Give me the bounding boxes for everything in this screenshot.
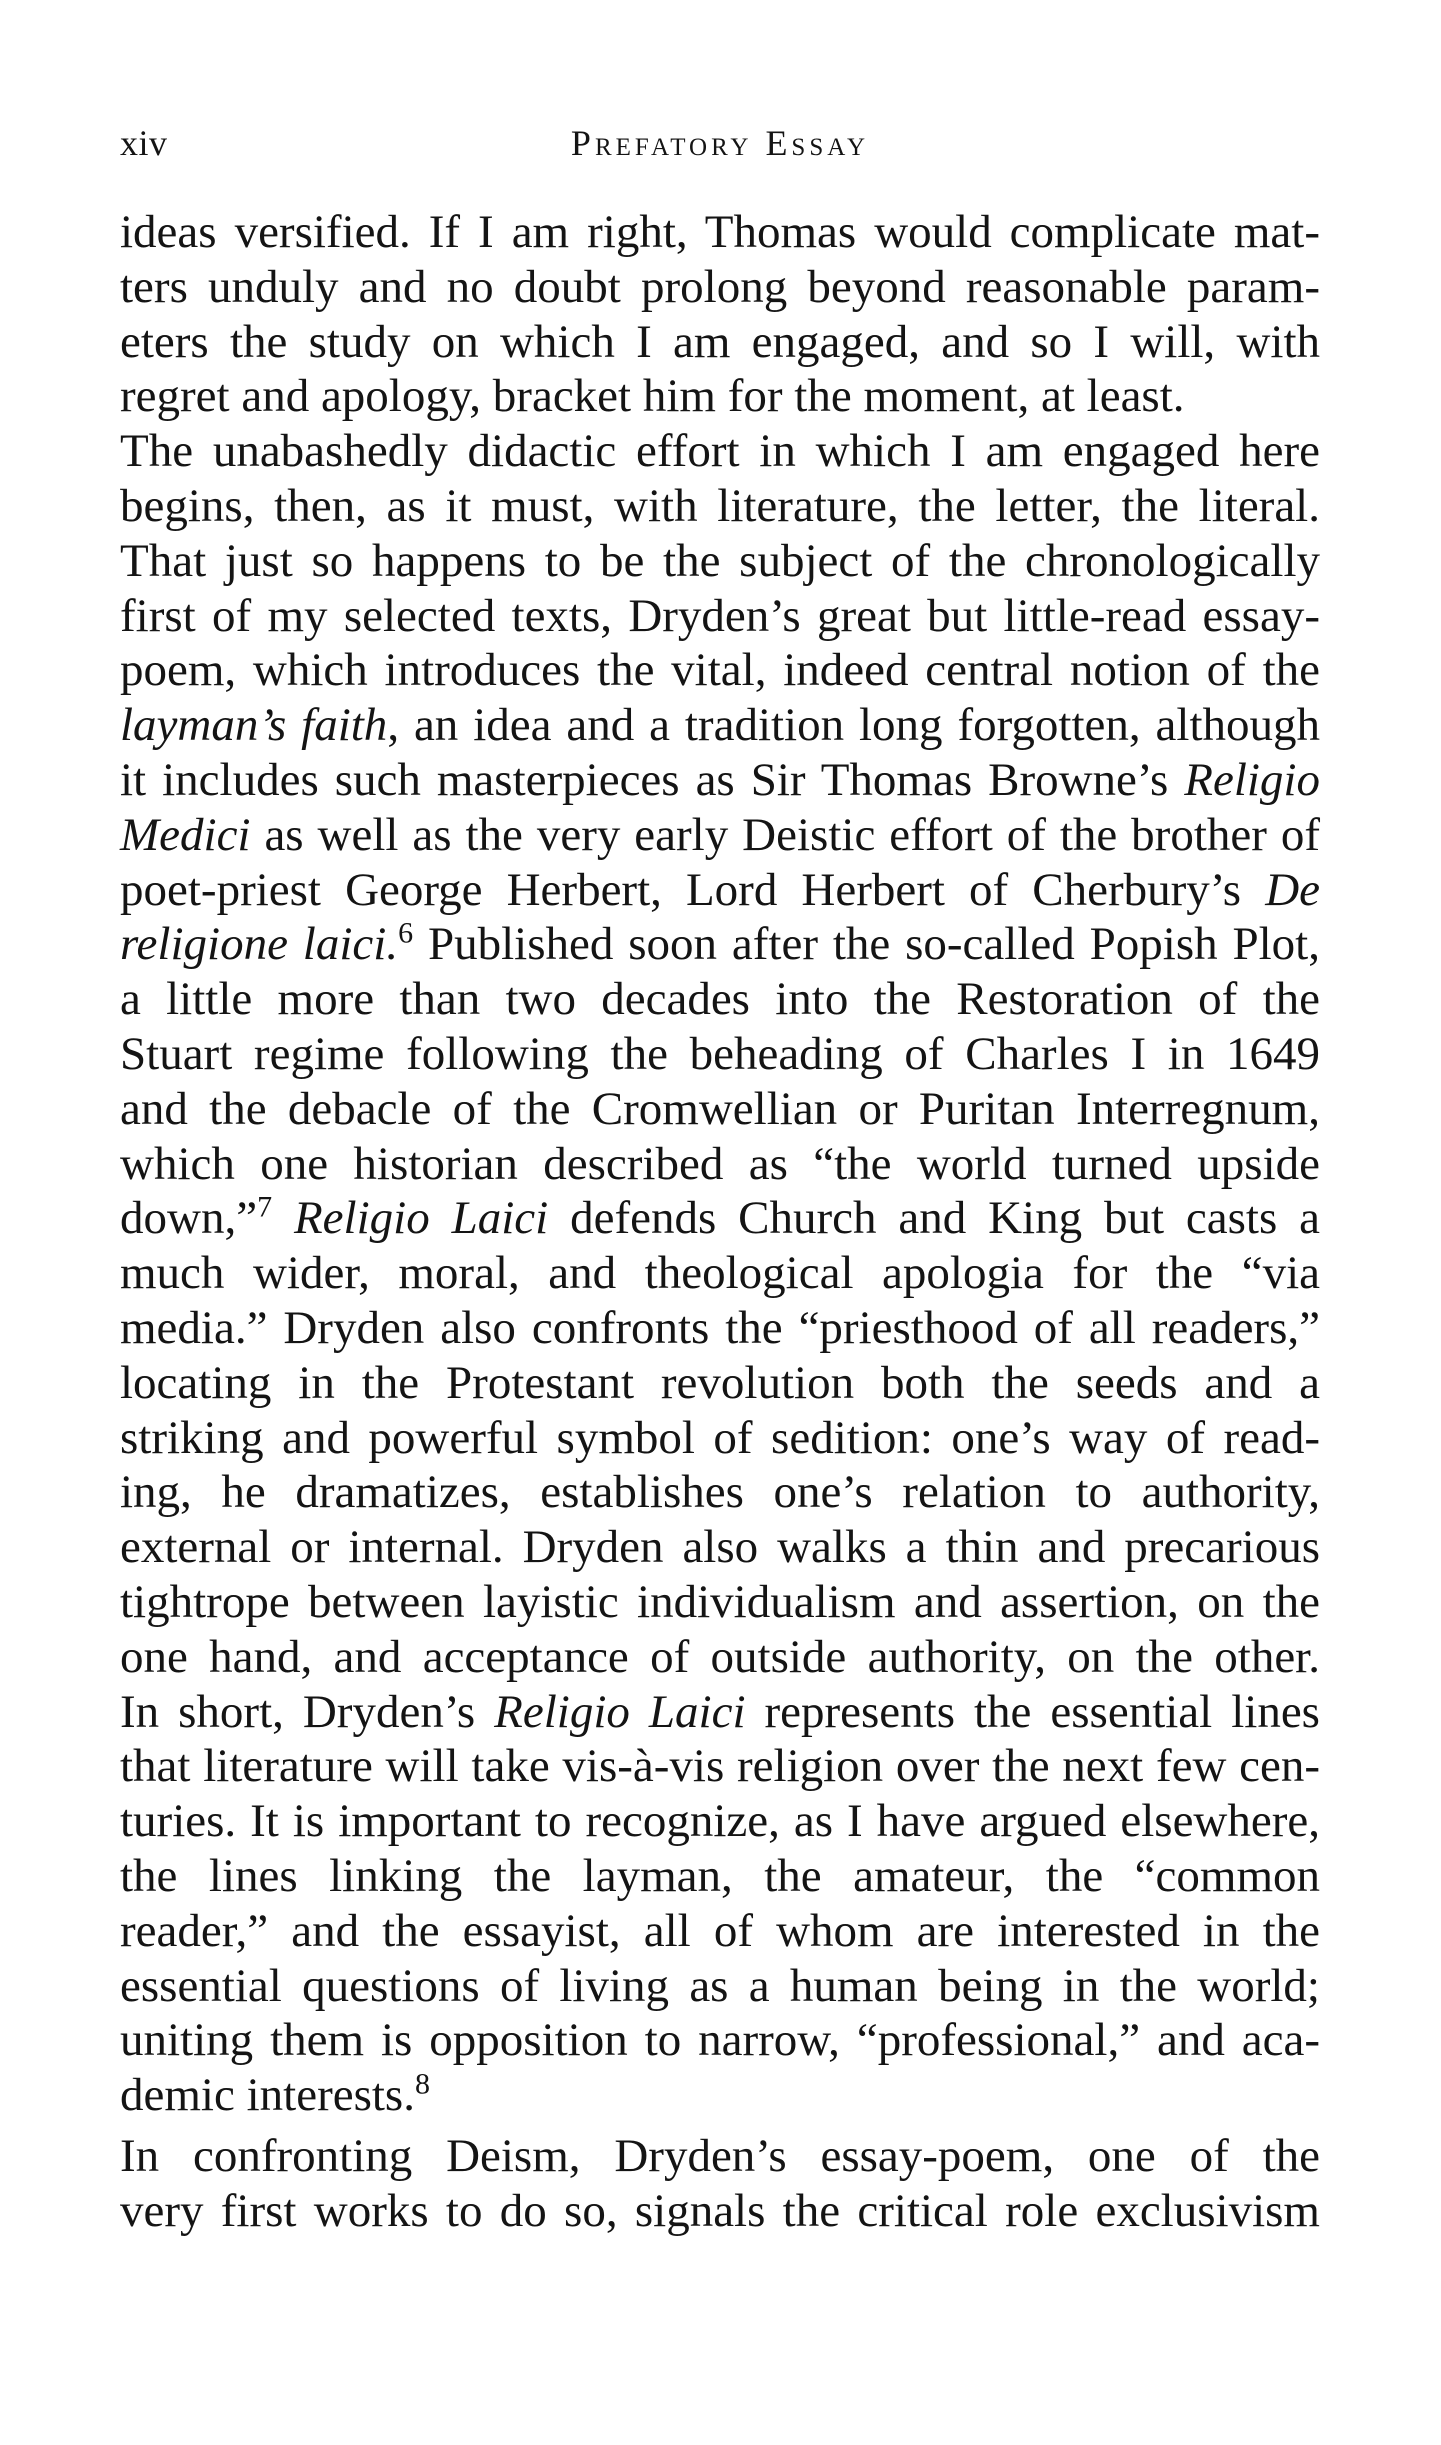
text-line — [120, 917, 1320, 972]
line-text: , an idea and a tradition long forgotten, although — [387, 699, 1320, 752]
text-line: turies. It is important to recognize, as I have argued elsewhere, — [120, 1795, 1320, 1848]
text-line: that literature will take vis-à-vis religion over the next few cen- — [120, 1740, 1320, 1793]
body-text — [120, 205, 1320, 2238]
running-head — [120, 118, 1320, 168]
text-line: eters the study on which I am engaged, and so I will, with — [120, 315, 1320, 368]
text-line: much wider, moral, and theological apologia for the “via — [120, 1247, 1320, 1300]
text-line — [120, 753, 1320, 808]
text-line: begins, then, as it must, with literature, the letter, the literal. — [120, 479, 1320, 532]
line-text: as well as the very early Deistic effort of the brother of — [250, 808, 1320, 861]
line-text: represents the essential lines — [745, 1685, 1320, 1738]
text-line: first of my selected texts, Dryden’s great but little-read essay- — [120, 589, 1320, 642]
line-text: it includes such masterpieces as Sir Thomas Browne’s — [120, 753, 1185, 806]
italic-term: layman’s faith — [120, 699, 388, 752]
text-line: That just so happens to be the subject of the chronologically — [120, 534, 1320, 587]
text-line: essential questions of living as a human being in the world; — [120, 1959, 1320, 2012]
text-line: ideas versified. If I am right, Thomas would complicate mat- — [120, 206, 1320, 258]
page-number: xiv — [120, 123, 168, 163]
text-line — [120, 863, 1320, 918]
text-line: The unabashedly didactic effort in which I am engaged here — [120, 425, 1320, 478]
italic-title: Religio — [1184, 753, 1320, 806]
line-text: In short, Dryden’s — [120, 1685, 495, 1738]
text-line: media.” Dryden also confronts the “priesthood of all readers,” — [120, 1301, 1320, 1354]
text-line: one hand, and acceptance of outside authority, on the other. — [120, 1630, 1320, 1683]
text-line: ters unduly and no doubt prolong beyond reasonable param- — [120, 260, 1320, 313]
italic-title: Religio Laici — [293, 1192, 549, 1245]
text-line: tightrope between layistic individualism and assertion, on the — [120, 1575, 1320, 1628]
text-line: regret and apology, bracket him for the moment, at least. — [120, 370, 1185, 423]
line-text: down,” — [120, 1192, 258, 1245]
line-text: defends Church and King but casts a — [548, 1192, 1321, 1245]
text-line — [120, 698, 1320, 753]
italic-title: Religio Laici — [494, 1685, 746, 1738]
text-line: locating in the Protestant revolution both the seeds and a — [120, 1356, 1320, 1409]
text-line: poem, which introduces the vital, indeed central notion of the — [120, 644, 1320, 697]
italic-title: De — [1265, 863, 1320, 916]
text-line — [120, 808, 1320, 863]
text-line — [120, 2068, 1320, 2123]
footnote-marker: 6 — [398, 916, 414, 950]
text-line — [120, 1685, 1320, 1740]
line-text: Published soon after the so-called Popish Plot, — [413, 918, 1320, 971]
text-line: very first works to do so, signals the critical role exclusivism — [120, 2184, 1320, 2237]
text-line: striking and powerful symbol of sedition: one’s way of read- — [120, 1411, 1320, 1464]
text-line: external or internal. Dryden also walks a thin and precarious — [120, 1521, 1320, 1574]
text-line: which one historian described as “the world turned upside — [120, 1137, 1320, 1190]
footnote-marker: 7 — [257, 1190, 273, 1224]
running-title: Prefatory Essay — [570, 123, 870, 163]
line-text: poet-priest George Herbert, Lord Herbert of Cherbury’s — [120, 863, 1266, 916]
italic-title: religione laici. — [120, 918, 399, 971]
text-line: a little more than two decades into the Restoration of the — [120, 973, 1320, 1026]
text-line: and the debacle of the Cromwellian or Puritan Interregnum, — [120, 1082, 1320, 1135]
text-line: Stuart regime following the beheading of Charles I in 1649 — [120, 1027, 1320, 1080]
text-line: In confronting Deism, Dryden’s essay-poem, one of the — [120, 2129, 1320, 2182]
footnote-marker: 8 — [414, 2067, 430, 2101]
italic-title: Medici — [120, 808, 251, 861]
text-line: ing, he dramatizes, establishes one’s relation to authority, — [120, 1466, 1320, 1519]
text-line — [120, 1191, 1320, 1246]
text-line: the lines linking the layman, the amateur, the “common — [120, 1849, 1320, 1902]
text-line: reader,” and the essayist, all of whom are interested in the — [120, 1904, 1320, 1957]
line-text: demic interests. — [120, 2069, 415, 2122]
text-line: uniting them is opposition to narrow, “professional,” and aca- — [120, 2014, 1320, 2067]
